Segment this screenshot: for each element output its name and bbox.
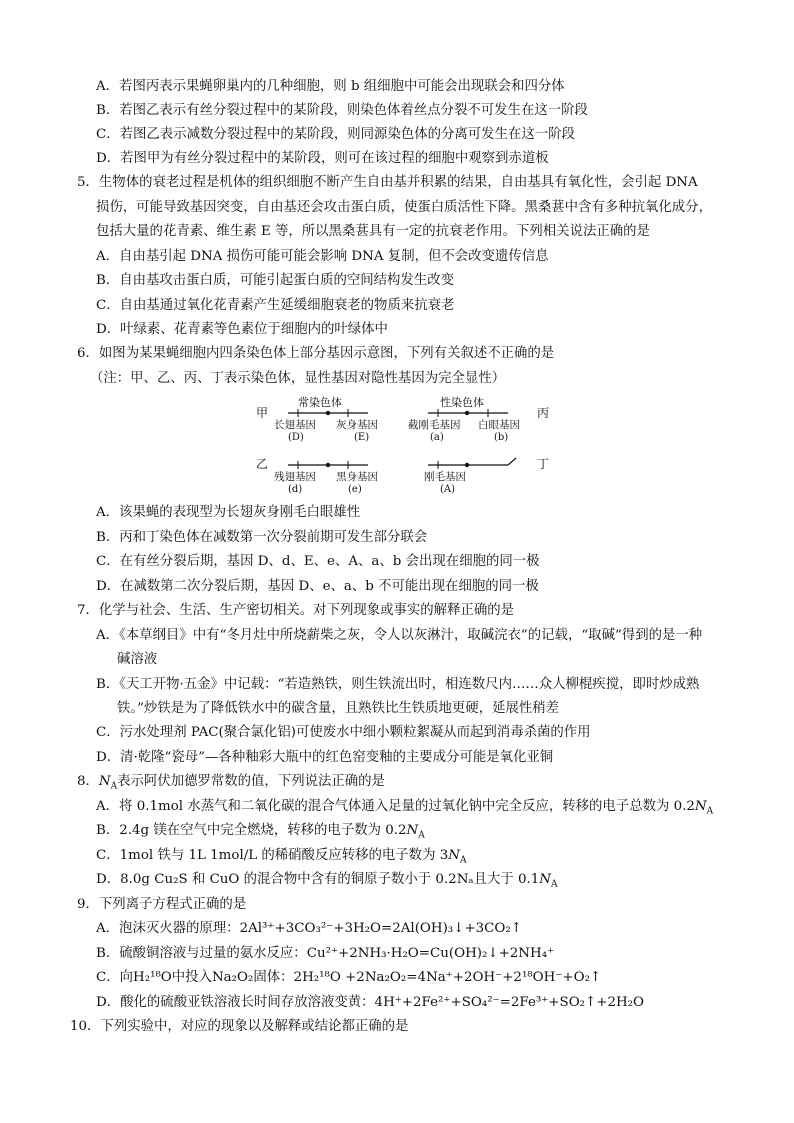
q4-option-b: B．若图乙表示有丝分裂过程中的某阶段，则染色体着丝点分裂不可发生在这一阶段: [96, 103, 588, 118]
q9-option-b: B．硫酸铜溶液与过量的氨水反应：Cu²⁺+2NH₃·H₂O=Cu(OH)₂↓+2NH₄⁺: [96, 946, 555, 961]
allele-e: (e): [348, 484, 362, 495]
q6-option-d: D．在减数第二次分裂后期，基因 D、e、a、b 不可能出现在细胞的同一极: [96, 579, 539, 594]
allele-A: (A): [440, 484, 456, 495]
q7-option-a-line2: 碱溶液: [117, 652, 158, 667]
q5-option-d: D．叶绿素、花青素等色素位于细胞内的叶绿体中: [96, 322, 388, 337]
q6-note: （注：甲、乙、丙、丁表示染色体，显性基因对隐性基因为完全显性）: [90, 371, 506, 386]
q4-option-d: D．若图甲为有丝分裂过程中的某阶段，则可在该过程的细胞中观察到赤道板: [96, 151, 549, 166]
q5-option-b: B．自由基攻击蛋白质，可能引起蛋白质的空间结构发生改变: [96, 273, 454, 288]
label-jia: 甲: [256, 406, 269, 420]
gene-D-label: 长翅基因: [274, 419, 316, 431]
q5-option-a: A．自由基引起 DNA 损伤可能可能会影响 DNA 复制，但不会改变遗传信息: [96, 249, 549, 264]
q6-option-c: C．在有丝分裂后期，基因 D、d、E、e、A、a、b 会出现在细胞的同一极: [96, 554, 540, 569]
na-symbol: N: [694, 799, 707, 814]
q8-option-b: [96, 822, 425, 840]
q9-option-a: A．泡沫灭火器的原理：2Al³⁺+3CO₃²⁻+3H₂O=2Al(OH)₃↓+3CO₂↑: [96, 921, 522, 936]
na-subscript: A: [551, 879, 558, 890]
na-subscript: A: [110, 781, 118, 792]
autosome-label: 常染色体: [298, 396, 342, 409]
na-symbol: N: [448, 848, 460, 863]
chromosome-jia: [288, 409, 368, 417]
label-bing: 丙: [537, 406, 550, 420]
allele-b: (b): [494, 432, 509, 443]
q7-option-b-line2: 铁。”炒铁是为了降低铁水中的碳含量，且熟铁比生铁质地更硬，延展性稍差: [117, 701, 560, 716]
q8-option-d-text: D．8.0g Cu₂S 和 CuO 的混合物中含有的铜原子数小于 0.2Nₐ且大于 0.1: [96, 872, 540, 887]
allele-a: (a): [430, 432, 444, 443]
na-subscript: A: [418, 830, 425, 841]
na-symbol: N: [539, 872, 552, 887]
gene-a-label: 截刚毛基因: [408, 419, 461, 431]
allele-D: (D): [288, 432, 304, 443]
q6-option-b: B．丙和丁染色体在减数第一次分裂前期可发生部分联会: [96, 530, 428, 545]
chromosome-ding: [428, 458, 516, 469]
sex-chromosome-label: 性染色体: [440, 396, 484, 409]
q8-option-b-text: B．2.4g 镁在空气中完全燃烧，转移的电子数为 0.2: [96, 823, 407, 838]
chromosome-bing: [428, 409, 508, 417]
na-symbol: N: [98, 774, 111, 789]
na-subscript: A: [459, 855, 467, 866]
q7-option-b-line1: B．《天工开物·五金》中记载：“若造熟铁，则生铁流出时，相连数尺内……众人柳棍疾搅，即时炒成熟: [96, 677, 700, 692]
chromosome-diagram: [250, 392, 560, 504]
q6-stem: 6．如图为某果蝇细胞内四条染色体上部分基因示意图，下列有关叙述不正确的是: [77, 346, 555, 361]
q5-option-c: C．自由基通过氧化花青素产生延缓细胞衰老的物质来抗衰老: [96, 298, 455, 313]
q4-option-c: C．若图乙表示减数分裂过程中的某阶段，则同源染色体的分离可发生在这一阶段: [96, 127, 575, 142]
q9-option-c: C．向H₂¹⁸O中投入Na₂O₂固体：2H₂¹⁸O +2Na₂O₂=4Na⁺+2OH⁻+2¹⁸OH⁻+O₂↑: [96, 970, 602, 985]
label-yi: 乙: [256, 457, 269, 471]
q9-stem: 9．下列离子方程式正确的是: [77, 897, 247, 912]
q5-stem-line3: 包括大量的花青素、维生素 E 等，所以黑桑葚具有一定的抗衰老作用。下列相关说法正确的是: [96, 224, 650, 239]
allele-d: (d): [288, 484, 303, 495]
q8-option-d: [96, 871, 558, 889]
na-symbol: N: [406, 823, 419, 838]
na-subscript: A: [706, 806, 714, 817]
gene-b-label: 白眼基因: [478, 419, 520, 431]
label-ding: 丁: [537, 457, 550, 471]
q7-option-d: D．清·乾隆“瓷母”—各种釉彩大瓶中的红色窑变釉的主要成分可能是氧化亚铜: [96, 750, 554, 765]
q7-stem: 7．化学与社会、生活、生产密切相关。对下列现象或事实的解释正确的是: [77, 603, 515, 618]
q8-option-a-text: A．将 0.1mol 水蒸气和二氧化碳的混合气体通入足量的过氧化钠中完全反应，转移的电子总数为 0.2: [96, 799, 695, 814]
q4-option-a: A．若图丙表示果蝇卵巢内的几种细胞，则 b 组细胞中可能会出现联会和四分体: [96, 79, 565, 94]
q9-option-d: D．酸化的硫酸亚铁溶液长时间存放溶液变黄：4H⁺+2Fe²⁺+SO₄²⁻=2Fe³⁺+SO₂↑+2H₂O: [96, 995, 645, 1010]
q8-stem: 8．$N_A$表示阿伏加德罗常数的值，下列说法正确的是: [77, 774, 385, 792]
q5-stem-line1: 5．生物体的衰老过程是机体的组织细胞不断产生自由基并积累的结果，自由基具有氧化性，会引起 DNA: [77, 175, 698, 190]
chromosome-yi: [288, 461, 368, 469]
gene-d-label: 残翅基因: [274, 471, 316, 483]
gene-A-label: 刚毛基因: [424, 471, 466, 483]
q7-option-c: C．污水处理剂 PAC(聚合氯化铝)可使废水中细小颗粒絮凝从而起到消毒杀菌的作用: [96, 725, 591, 740]
gene-e-label: 黑身基因: [336, 471, 378, 483]
q10-stem: 10．下列实验中，对应的现象以及解释或结论都正确的是: [70, 1019, 409, 1034]
q8-option-a: [96, 798, 713, 816]
q8-stem-text: 表示阿伏加德罗常数的值，下列说法正确的是: [117, 774, 385, 789]
q8-option-c: [96, 847, 466, 865]
q6-option-a: A．该果蝇的表现型为长翅灰身刚毛白眼雄性: [96, 505, 361, 520]
q5-stem-line2: 损伤，可能导致基因突变，自由基还会攻击蛋白质，使蛋白质活性下降。黑桑葚中含有多种抗氧化成分，: [96, 200, 712, 215]
gene-E-label: 灰身基因: [336, 419, 378, 431]
q7-option-a-line1: A．《本草纲目》中有“冬月灶中所烧薪柴之灰，令人以灰淋汁，取碱浣衣”的记载，“取碱”得到的是一种: [96, 628, 703, 643]
q8-option-c-text: C．1mol 铁与 1L 1mol/L 的稀硝酸反应转移的电子数为 3: [96, 848, 449, 863]
allele-E: (E): [354, 432, 370, 443]
